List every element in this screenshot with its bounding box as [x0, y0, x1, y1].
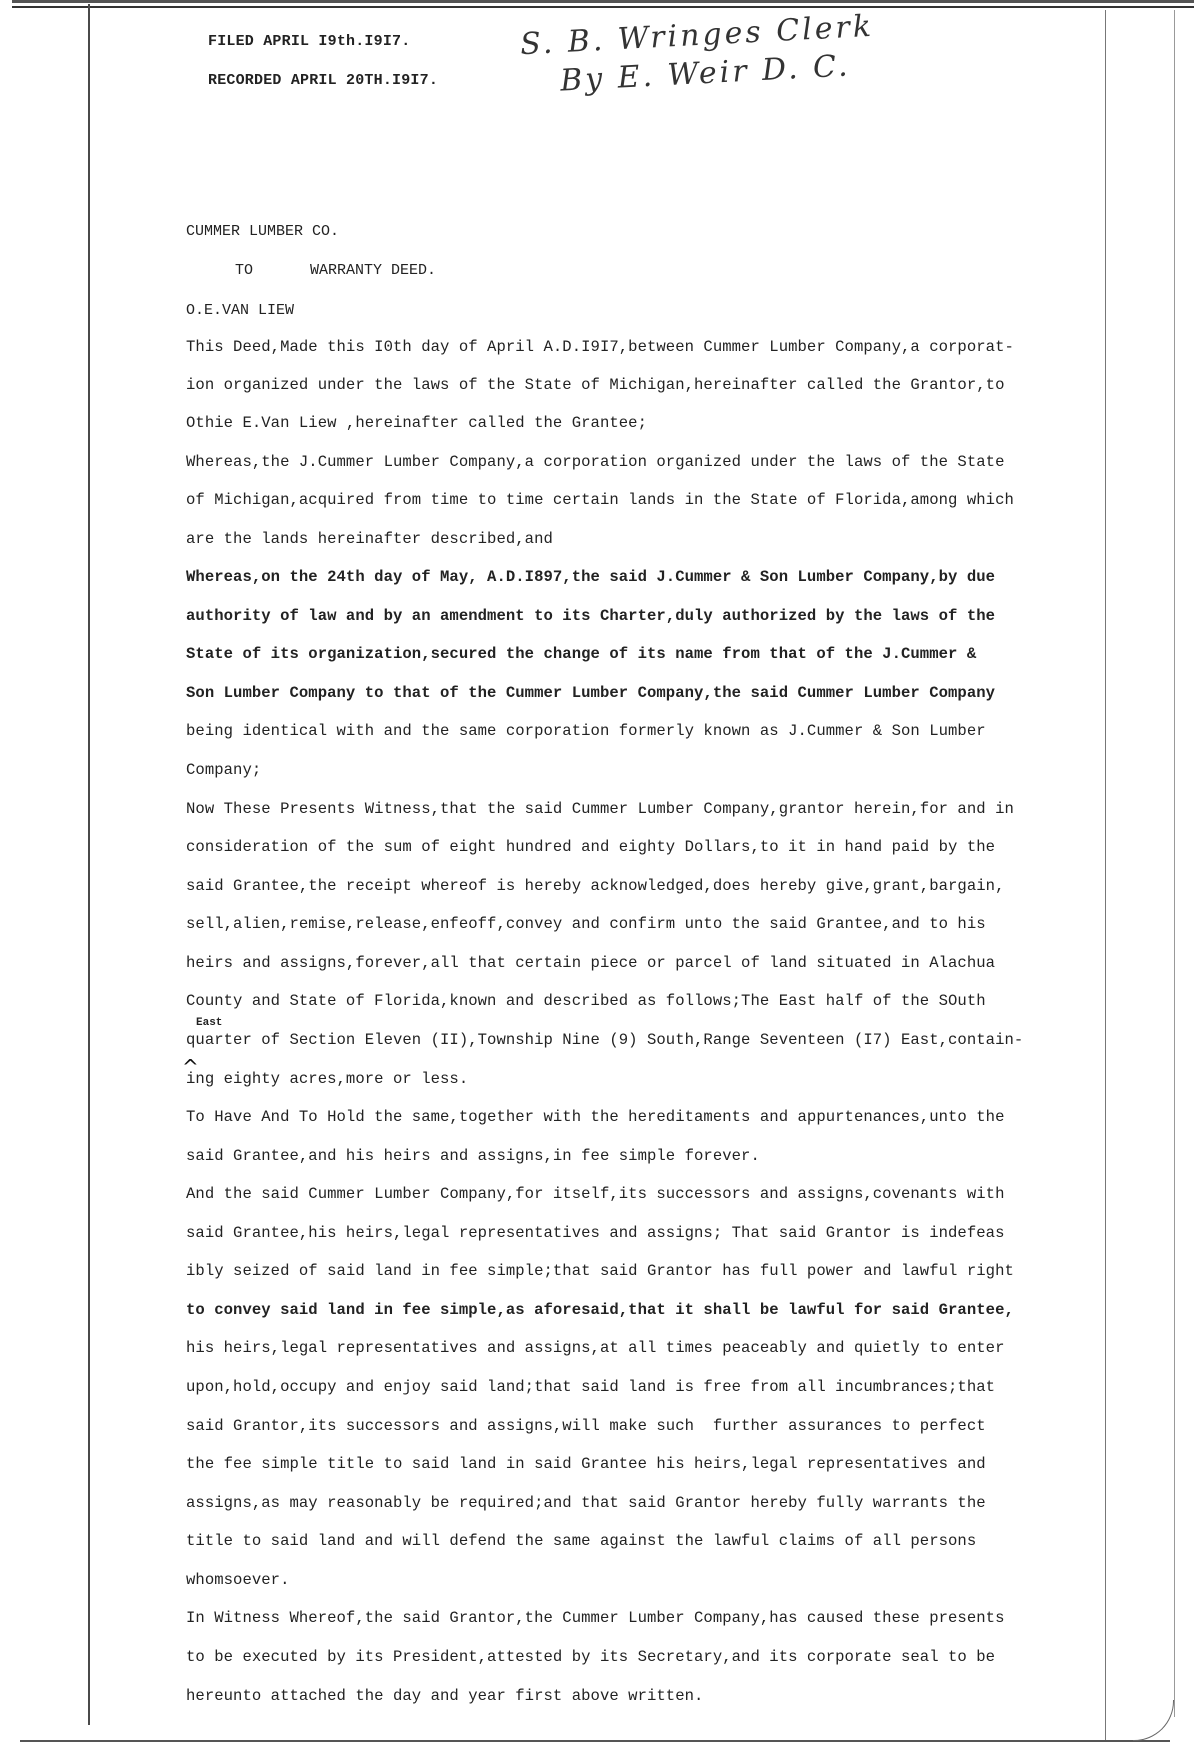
deed-text-line: In Witness Whereof,the said Grantor,the Cummer Lumber Company,has caused these presents — [186, 1609, 1005, 1627]
deed-text-line: said Grantee,the receipt whereof is hereby acknowledged,does hereby give,grant,bargain, — [186, 877, 1005, 895]
deed-text-line: whomsoever. — [186, 1571, 290, 1589]
deed-text-line: upon,hold,occupy and enjoy said land;that said land is free from all incumbrances;that — [186, 1378, 996, 1396]
deed-text-line: are the lands hereinafter described,and — [186, 530, 553, 548]
instrument-title: WARRANTY DEED. — [310, 262, 437, 279]
grantor-caption: CUMMER LUMBER CO. — [186, 223, 340, 240]
deed-text-line: authority of law and by an amendment to its Charter,duly authorized by the laws of the — [186, 607, 996, 625]
deed-text-line: Company; — [186, 761, 262, 779]
clerk-signature: S. B. Wringes Clerk — [519, 8, 875, 63]
deed-text-line: said Grantee,his heirs,legal representatives and assigns; That said Grantor is indefeas — [186, 1224, 1005, 1242]
recorded-stamp: RECORDED APRIL 20TH.I9I7. — [208, 72, 439, 89]
deed-text-line: said Grantee,and his heirs and assigns,in fee simple forever. — [186, 1147, 760, 1165]
deed-text-line: quarter of Section Eleven (II),Township Nine (9) South,Range Seventeen (I7) East,contain- — [186, 1031, 1024, 1049]
left-margin-line — [88, 4, 90, 1725]
deed-text-line: Othie E.Van Liew ,hereinafter called the Grantee; — [186, 414, 647, 432]
deed-text-line: heirs and assigns,forever,all that certain piece or parcel of land situated in Alachua — [186, 954, 996, 972]
grantee-caption: O.E.VAN LIEW — [186, 302, 295, 319]
bottom-border-rule — [20, 1740, 1170, 1742]
top-border-rule-inner — [12, 6, 1194, 8]
deed-text-line: title to said land and will defend the same against the lawful claims of all persons — [186, 1532, 977, 1550]
deed-text-line: of Michigan,acquired from time to time certain lands in the State of Florida,among which — [186, 491, 1014, 509]
top-border-rule — [12, 0, 1194, 3]
deed-text-line: Whereas,the J.Cummer Lumber Company,a corporation organized under the laws of the State — [186, 453, 1005, 471]
deed-text-line: This Deed,Made this I0th day of April A.D.I9I7,between Cummer Lumber Company,a corporat- — [186, 338, 1014, 356]
to-caption: TO — [235, 262, 254, 279]
deed-text-line: Son Lumber Company to that of the Cummer Lumber Company,the said Cummer Lumber Company — [186, 684, 996, 702]
deed-text-line: ion organized under the laws of the State of Michigan,hereinafter called the Grantor,to — [186, 376, 1005, 394]
deed-text-line: Whereas,on the 24th day of May, A.D.I897,the said J.Cummer & Son Lumber Company,by due — [186, 568, 996, 586]
deed-text-line: State of its organization,secured the change of its name from that of the J.Cummer & — [186, 645, 977, 663]
deed-text-line: assigns,as may reasonably be required;and that said Grantor hereby fully warrants the — [186, 1494, 986, 1512]
caret-insertion-mark: ^ — [182, 1055, 199, 1079]
deed-text-line: to be executed by its President,attested by its Secretary,and its corporate seal to be — [186, 1648, 996, 1666]
deed-text-line: to convey said land in fee simple,as aforesaid,that it shall be lawful for said Grantee, — [186, 1301, 1014, 1319]
deed-text-line: sell,alien,remise,release,enfeoff,convey and confirm unto the said Grantee,and to his — [186, 915, 986, 933]
deed-text-line: To Have And To Hold the same,together with the hereditaments and appurtenances,unto the — [186, 1108, 1005, 1126]
deed-text-line: And the said Cummer Lumber Company,for itself,its successors and assigns,covenants with — [186, 1185, 1005, 1203]
deed-text-line: hereunto attached the day and year first above written. — [186, 1687, 704, 1705]
interlineation-east: East — [196, 1017, 223, 1029]
deed-text-line: consideration of the sum of eight hundred and eighty Dollars,to it in hand paid by the — [186, 838, 996, 856]
page-corner-curve — [1133, 1700, 1174, 1741]
deed-text-line: ing eighty acres,more or less. — [186, 1070, 469, 1088]
deed-text-line: Now These Presents Witness,that the said Cummer Lumber Company,grantor herein,for and in — [186, 800, 1014, 818]
deed-text-line: his heirs,legal representatives and assigns,at all times peaceably and quietly to enter — [186, 1339, 1005, 1357]
deed-text-line: County and State of Florida,known and described as follows;The East half of the SOuth — [186, 992, 986, 1010]
deed-text-line: being identical with and the same corporation formerly known as J.Cummer & Son Lumber — [186, 722, 986, 740]
right-margin-line — [1105, 10, 1106, 1741]
filed-stamp: FILED APRIL I9th.I9I7. — [208, 33, 411, 50]
deputy-clerk-signature: By E. Weir D. C. — [559, 48, 852, 99]
page-right-edge — [1174, 10, 1175, 1717]
deed-text-line: ibly seized of said land in fee simple;that said Grantor has full power and lawful right — [186, 1262, 1014, 1280]
deed-text-line: the fee simple title to said land in said Grantee his heirs,legal representatives and — [186, 1455, 986, 1473]
deed-text-line: said Grantor,its successors and assigns,will make such further assurances to perfect — [186, 1417, 986, 1435]
